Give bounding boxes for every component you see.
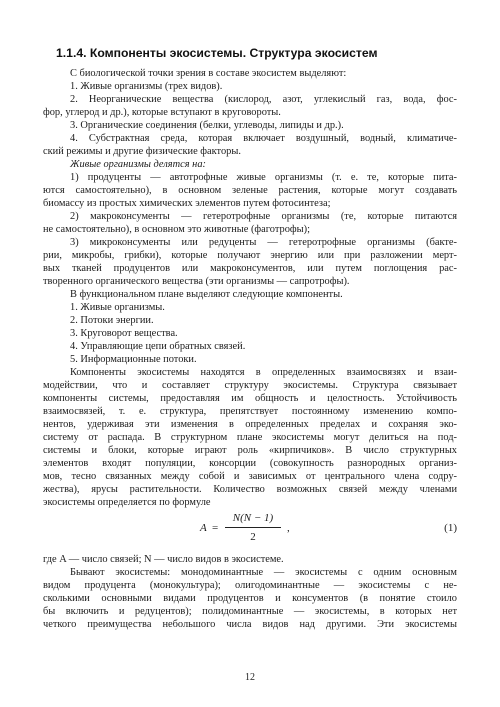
- section-heading: 1.1.4. Компоненты экосистемы. Структура экосистем: [56, 46, 378, 60]
- fraction-bar: [225, 527, 281, 528]
- text-line: взаимосвязей, т. е. структура, препятствует постоянному изменению компо-: [43, 406, 457, 417]
- formula-lhs: A: [200, 522, 207, 534]
- text-line: модействии, что и составляет структуру экосистемы. Структура связывает: [43, 380, 457, 391]
- list-item: 1. Живые организмы.: [70, 302, 165, 313]
- body-text: [43, 67, 457, 631]
- list-item: 3. Круговорот вещества.: [70, 328, 178, 339]
- list-item: 1) продуценты — автотрофные живые организмы (т. е. те, которые пита-: [70, 172, 457, 183]
- text-line: вых тканей продуцентов или макроконсументов, или путем поглощения рас-: [43, 263, 457, 274]
- text-line: жества), ярусы растительности. Количество возможных связей между членами: [43, 484, 457, 495]
- formula-equals: =: [212, 522, 219, 534]
- text-line: где A — число связей; N — число видов в экосистеме.: [43, 554, 284, 565]
- text-line: систему от распада. В структурном плане экосистемы могут делиться на под-: [43, 432, 457, 443]
- list-item: 1. Живые организмы (трех видов).: [70, 81, 223, 92]
- formula-number: (1): [444, 522, 457, 534]
- list-item: 2) макроконсументы — гетеротрофные организмы (те, которые питаются: [70, 211, 457, 222]
- formula-numerator: N(N − 1): [232, 512, 274, 524]
- page-number: 12: [245, 672, 255, 683]
- text-line: мов, тесно связанных между собой и зависимых от центрального члена содру-: [43, 471, 457, 482]
- list-item: 4. Субстрактная среда, которая включает воздушный, водный, климатиче-: [70, 133, 457, 144]
- text-line: компоненты системы, предоставляя им общность и целостность. Устойчивость: [43, 393, 457, 404]
- text-line: Бывают экосистемы: монодоминантные — экосистемы с одним основным: [70, 567, 457, 578]
- text-line: сколькими основными видами продуцентов и консументов (в понятие стоило: [43, 593, 457, 604]
- text-line: рии, микробы, грибки), которые получают энергию или при разложении мерт-: [43, 250, 457, 261]
- text-line: ский режимы и другие физические факторы.: [43, 146, 241, 157]
- text-line: творенного органического вещества (эти организмы — сапротрофы).: [43, 276, 350, 287]
- text-line: четкого преимущества небольшого числа видов над другими. Эти экосистемы: [43, 619, 457, 630]
- list-item: 2. Неорганические вещества (кислород, азот, углекислый газ, вода, фос-: [70, 94, 457, 105]
- text-line: системы и блоки, которые играют роль «кирпичиков». В число структурных: [43, 445, 457, 456]
- text-line: фор, углерод и др.), которые вступают в круговороты.: [43, 107, 281, 118]
- formula-comma: ,: [287, 522, 290, 534]
- text-line: бы включить и редуцентов); полидоминантные — экосистемы, в которых нет: [43, 606, 457, 617]
- formula-fraction: [223, 511, 283, 544]
- formula-denominator: 2: [250, 531, 256, 543]
- text-line: биомассу из простых химических элементов путем фотосинтеза;: [43, 198, 331, 209]
- text-line: Компоненты экосистемы находятся в определенных взаимосвязях и взаи-: [70, 367, 457, 378]
- list-item: 3) микроконсументы или редуценты — гетеротрофные организмы (бакте-: [70, 237, 457, 248]
- text-line: элементов входят популяции, консорции (совокупность разнородных организ-: [43, 458, 457, 469]
- text-line: В функциональном плане выделяют следующие компоненты.: [70, 289, 343, 300]
- list-item: 3. Органические соединения (белки, углеводы, липиды и др.).: [70, 120, 344, 131]
- list-item: 5. Информационные потоки.: [70, 354, 197, 365]
- text-line: не самостоятельно), в основном это животные (фаготрофы);: [43, 224, 310, 235]
- list-item: 4. Управляющие цепи обратных связей.: [70, 341, 246, 352]
- text-line: нентов, удерживая эти изменения в определенных пределах и сохраняя эко-: [43, 419, 457, 430]
- italic-subheading: Живые организмы делятся на:: [70, 159, 206, 170]
- formula: [43, 511, 457, 551]
- text-line: экосистемы определяется по формуле: [43, 497, 211, 508]
- list-item: 2. Потоки энергии.: [70, 315, 154, 326]
- text-line: ются самостоятельно), в основном зеленые растения, которые могут создавать: [43, 185, 457, 196]
- text-line: видом продуцента (монокультура); олигодоминантные — экосистемы с не-: [43, 580, 457, 591]
- text-line: С биологической точки зрения в составе экосистем выделяют:: [70, 68, 347, 79]
